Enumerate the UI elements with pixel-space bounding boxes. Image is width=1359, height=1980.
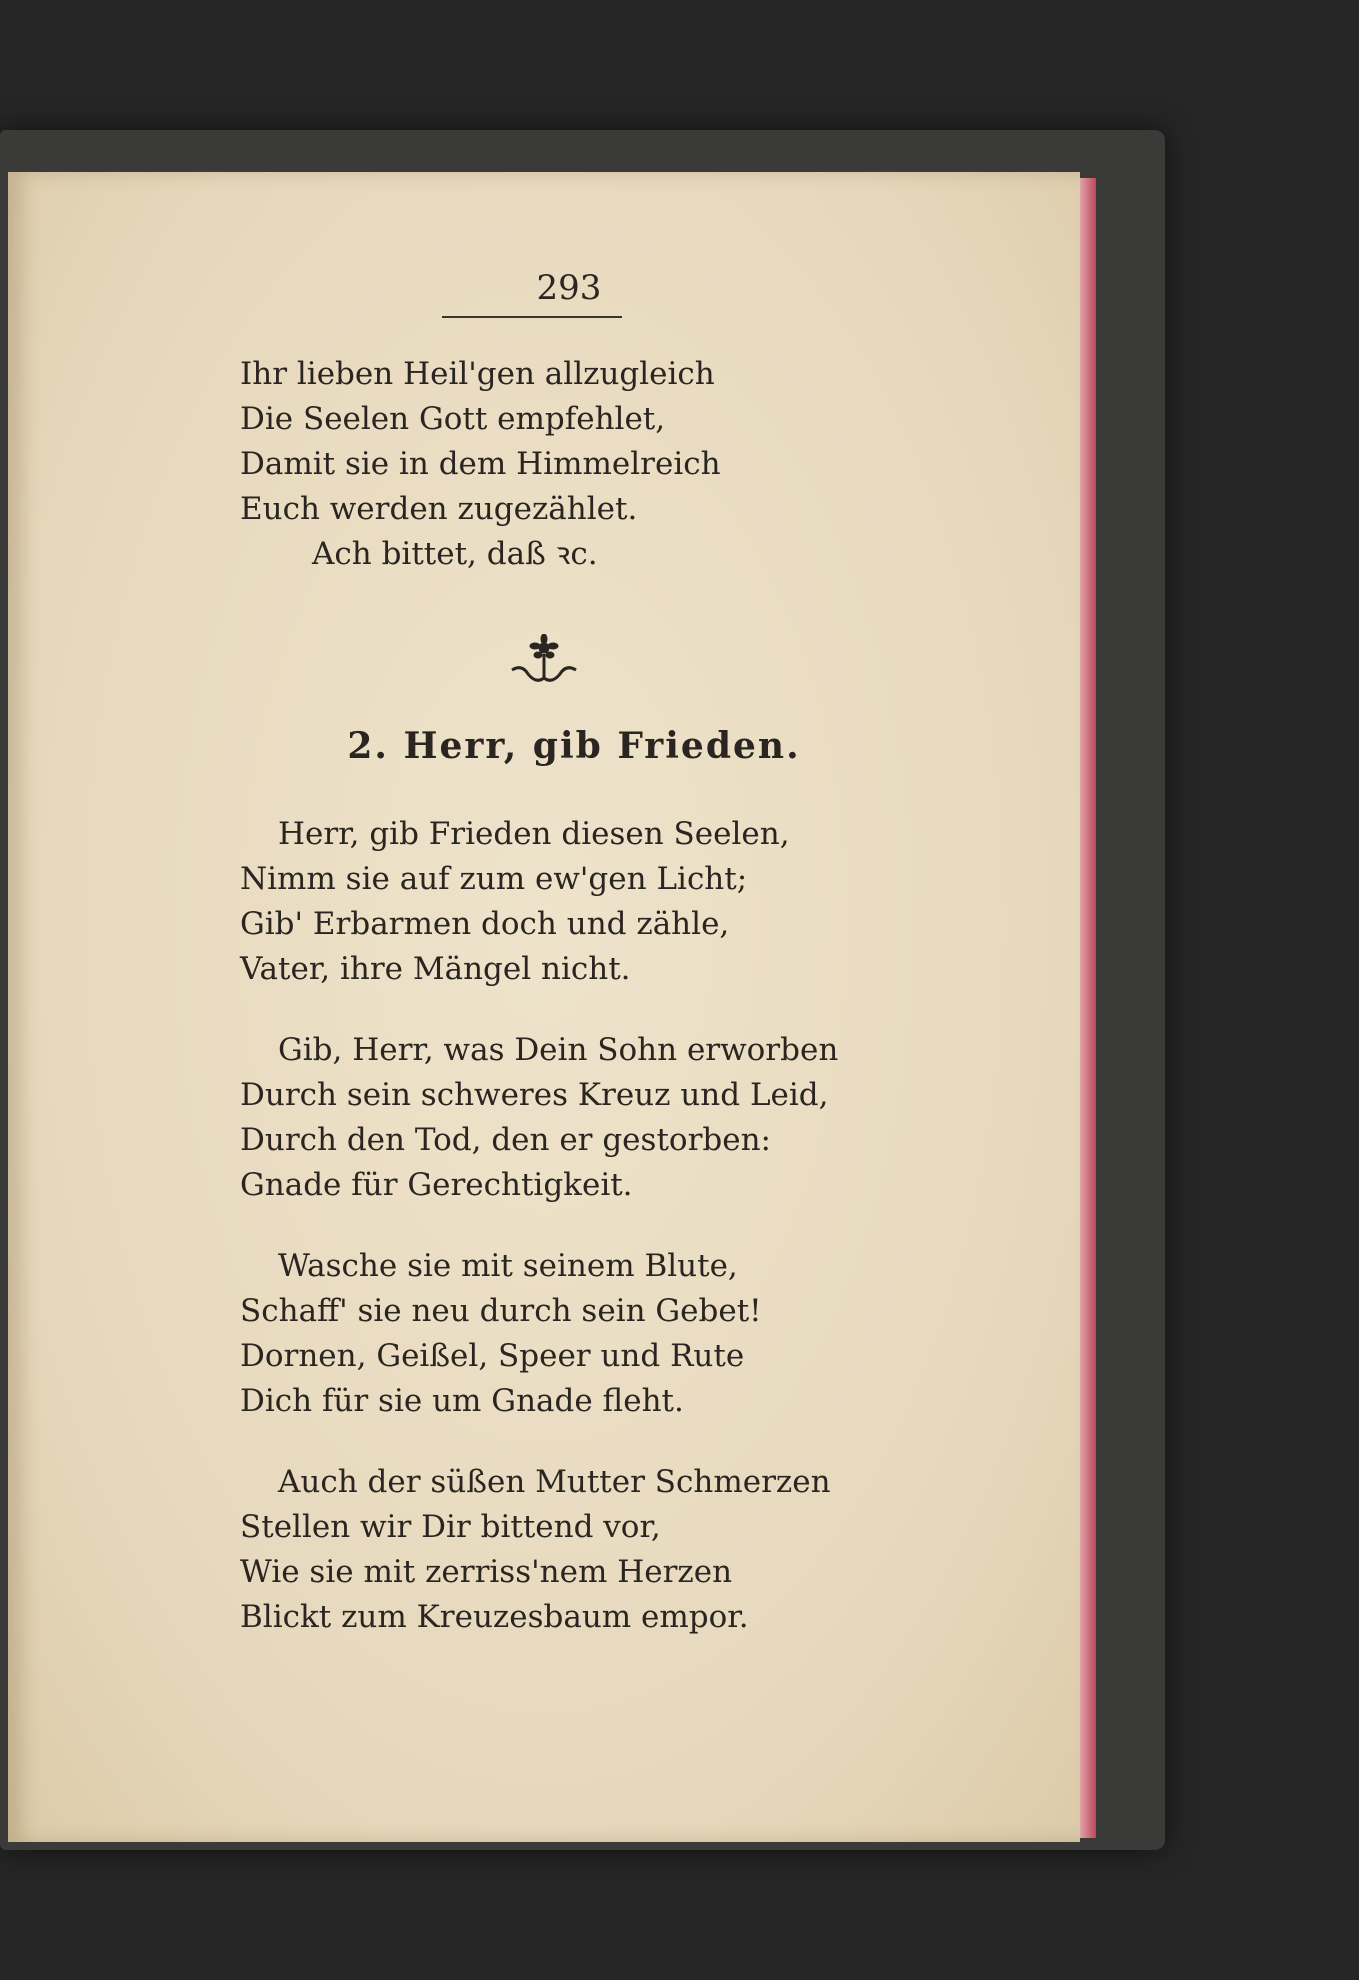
verse-line: Euch werden zugezählet. [240,491,638,527]
verse-line: Durch den Tod, den er gestorben: [240,1122,771,1158]
verse-line: Stellen wir Dir bittend vor, [240,1509,661,1545]
verse-end [240,352,940,577]
verse-line: Auch der süßen Mutter Schmerzen [278,1464,831,1500]
verse-line: Herr, gib Frieden diesen Seelen, [278,816,790,852]
verse-line: Wasche sie mit seinem Blute, [278,1248,738,1284]
verse-line: Damit sie in dem Himmelreich [240,446,721,482]
verse-line: Durch sein schweres Kreuz und Leid, [240,1077,829,1113]
hymn-text [240,812,940,1640]
verse-line: Wie sie mit zerriss'nem Herzen [240,1554,733,1590]
verse-line: Dich für sie um Gnade fleht. [240,1383,684,1419]
stanza [240,1028,940,1208]
flower-ornament-icon [508,634,580,694]
page-number: 293 [536,268,602,308]
verse-line: Vater, ihre Mängel nicht. [240,951,631,987]
verse-line: Ihr lieben Heil'gen allzugleich [240,356,715,392]
verse-line: Gib, Herr, was Dein Sohn erworben [278,1032,839,1068]
verse-line: Gnade für Gerechtigkeit. [240,1167,633,1203]
stanza [240,812,940,992]
verse-line: Blickt zum Kreuzesbaum empor. [240,1599,749,1635]
stanza [240,1244,940,1424]
verse-line: Nimm sie auf zum ew'gen Licht; [240,861,748,897]
stanza [240,1460,940,1640]
verse-line: Dornen, Geißel, Speer und Rute [240,1338,745,1374]
verse-line: Gib' Erbarmen doch und zähle, [240,906,730,942]
header-rule [442,316,622,318]
verse-line: Schaff' sie neu durch sein Gebet! [240,1293,762,1329]
refrain-line: Ach bittet, daß ꝛc. [312,536,598,572]
book-page [8,172,1080,1842]
verse-line: Die Seelen Gott empfehlet, [240,401,666,437]
hymn-heading: 2. Herr, gib Frieden. [347,725,801,767]
